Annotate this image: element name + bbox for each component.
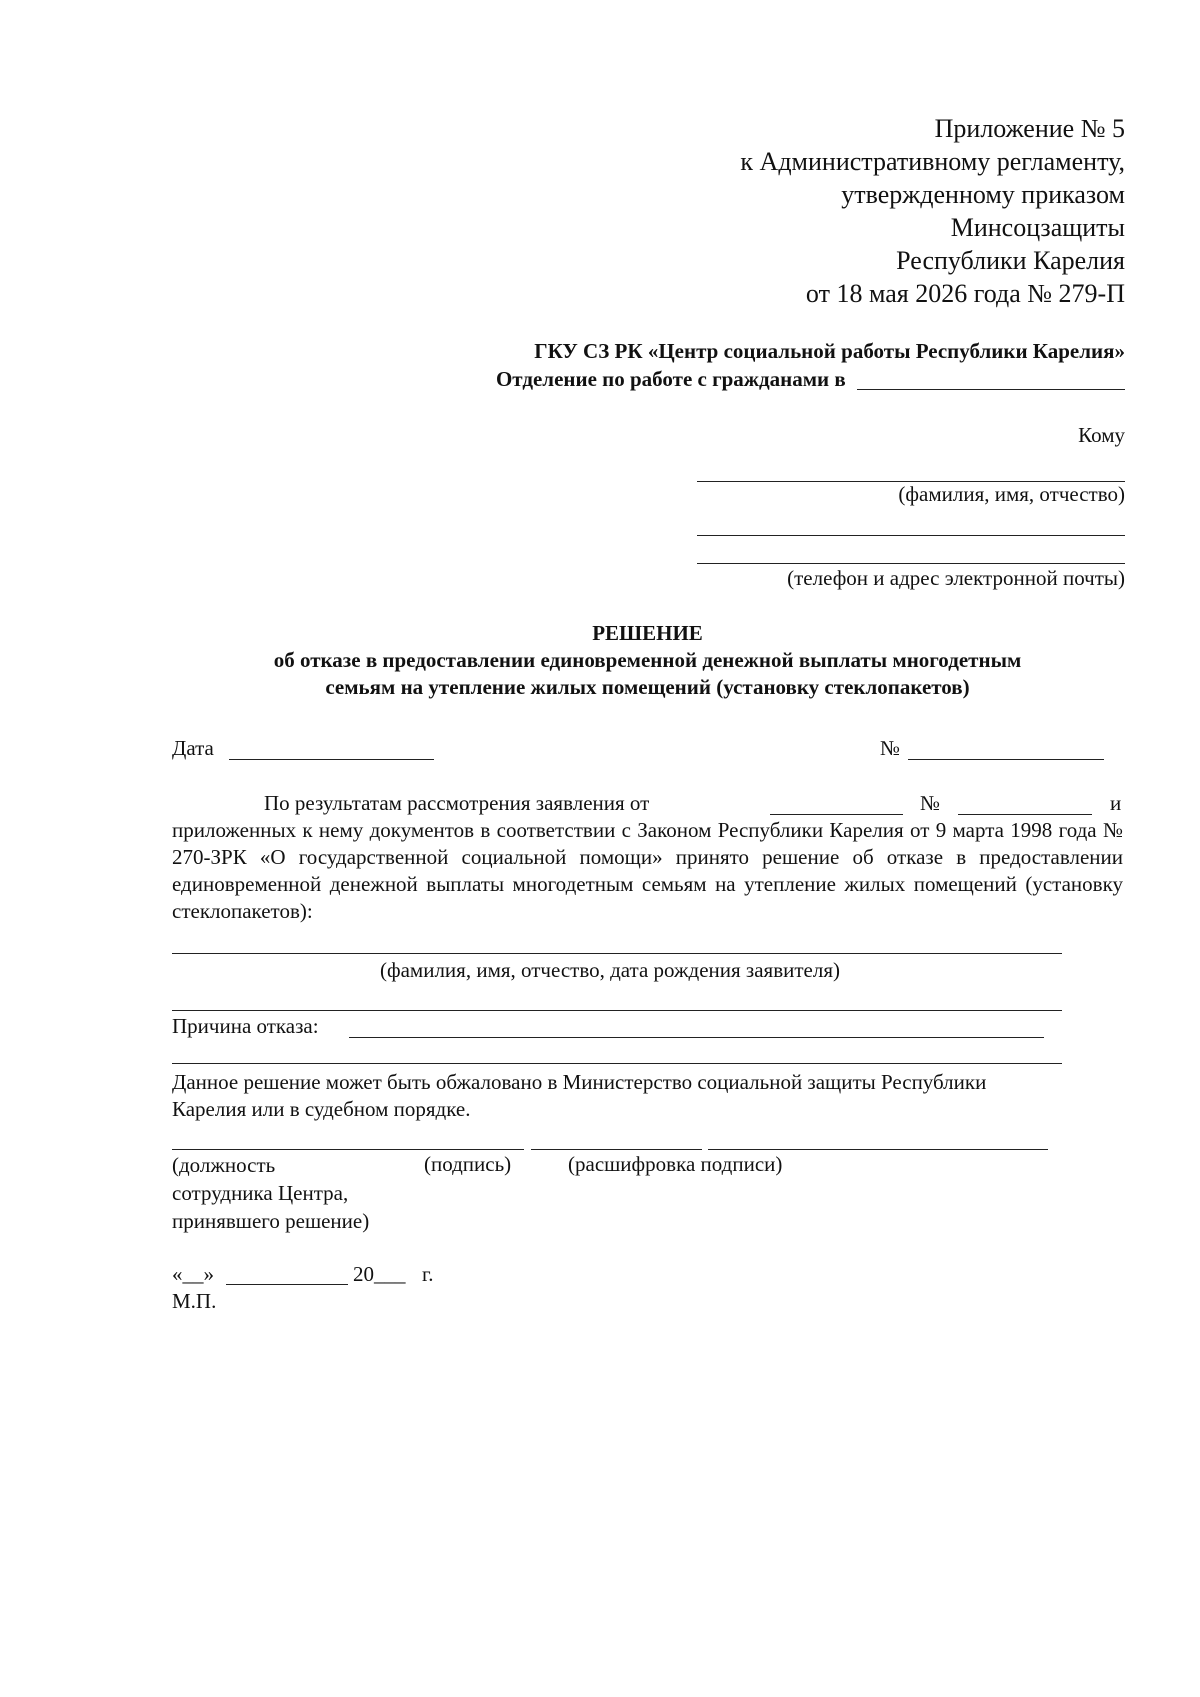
position-caption-line: (должность [172, 1153, 276, 1177]
reason-blank-line [349, 1037, 1044, 1038]
appendix-header [740, 112, 1125, 310]
date-label: Дата [172, 736, 214, 760]
recipient-name-caption: (фамилия, имя, отчество) [898, 482, 1125, 506]
position-caption-line: сотрудника Центра, [172, 1181, 349, 1205]
decision-subtitle-line-1: об отказе в предоставлении единовременной денежной выплаты многодетным [273, 648, 1022, 672]
applicant-caption: (фамилия, имя, отчество, дата рождения заявителя) [380, 958, 840, 982]
decision-title [170, 620, 1125, 701]
reason-line-2 [172, 1063, 1062, 1064]
paragraph-number-sign: № [920, 791, 941, 815]
appendix-line: от 18 мая 2026 года № 279-П [805, 279, 1125, 308]
appendix-line: Республики Карелия [896, 246, 1125, 275]
decision-heading: РЕШЕНИЕ [592, 621, 703, 645]
stamp-label: М.П. [172, 1289, 217, 1313]
appendix-line: утвержденному приказом [841, 180, 1125, 209]
decode-blank-line [708, 1149, 1048, 1150]
organization-name: ГКУ СЗ РК «Центр социальной работы Республики Карелия» [534, 339, 1125, 363]
footer-year: 20___ [353, 1262, 406, 1286]
department-blank-line [857, 389, 1125, 390]
date-blank-line [229, 759, 434, 760]
number-blank-line [908, 759, 1104, 760]
applicant-line [172, 953, 1062, 954]
paragraph-body: приложенных к нему документов в соответствии с Законом Республики Карелия от 9 марта 1998 года № 270-ЗРК «О государственной социальной помощи» принято решение об отказе в предоставлении единовременной денежной выплаты многодетным семьям на утепление жилых помещений (установку стеклопакетов): [172, 818, 1123, 923]
footer-day: «__» [172, 1262, 214, 1286]
position-caption-line: принявшего решение) [172, 1209, 370, 1233]
department-line [496, 365, 1125, 393]
application-date-blank [770, 814, 903, 815]
organization-block [496, 337, 1125, 393]
appendix-line: Приложение № 5 [934, 114, 1125, 143]
footer-month-blank [226, 1284, 348, 1285]
decode-caption: (расшифровка подписи) [568, 1152, 783, 1176]
appendix-line: к Административному регламенту, [740, 147, 1125, 176]
position-caption [172, 1151, 369, 1235]
recipient-contact-line-2 [697, 563, 1125, 564]
application-number-blank [958, 814, 1092, 815]
recipient-contact-line-1 [697, 535, 1125, 536]
recipient-label: Кому [1078, 423, 1125, 447]
paragraph-start: По результатам рассмотрения заявления от [264, 791, 650, 815]
decision-subtitle-line-2: семьям на утепление жилых помещений (установку стеклопакетов) [325, 675, 970, 699]
position-blank-line [172, 1149, 524, 1150]
appeal-text-line-1: Данное решение может быть обжаловано в Министерство социальной защиты Республики [172, 1070, 987, 1094]
reason-label: Причина отказа: [172, 1014, 319, 1038]
recipient-contact-caption: (телефон и адрес электронной почты) [787, 566, 1125, 590]
paragraph-and-word: и [1110, 791, 1122, 815]
signature-caption: (подпись) [424, 1152, 512, 1176]
appeal-text-line-2: Карелия или в судебном порядке. [172, 1097, 471, 1121]
appendix-line: Минсоцзащиты [950, 213, 1125, 242]
footer-year-suffix: г. [422, 1262, 434, 1286]
number-label: № [880, 736, 901, 760]
signature-blank-line [531, 1149, 702, 1150]
applicant-line-2 [172, 1010, 1062, 1011]
department-label: Отделение по работе с гражданами в [495, 367, 846, 391]
